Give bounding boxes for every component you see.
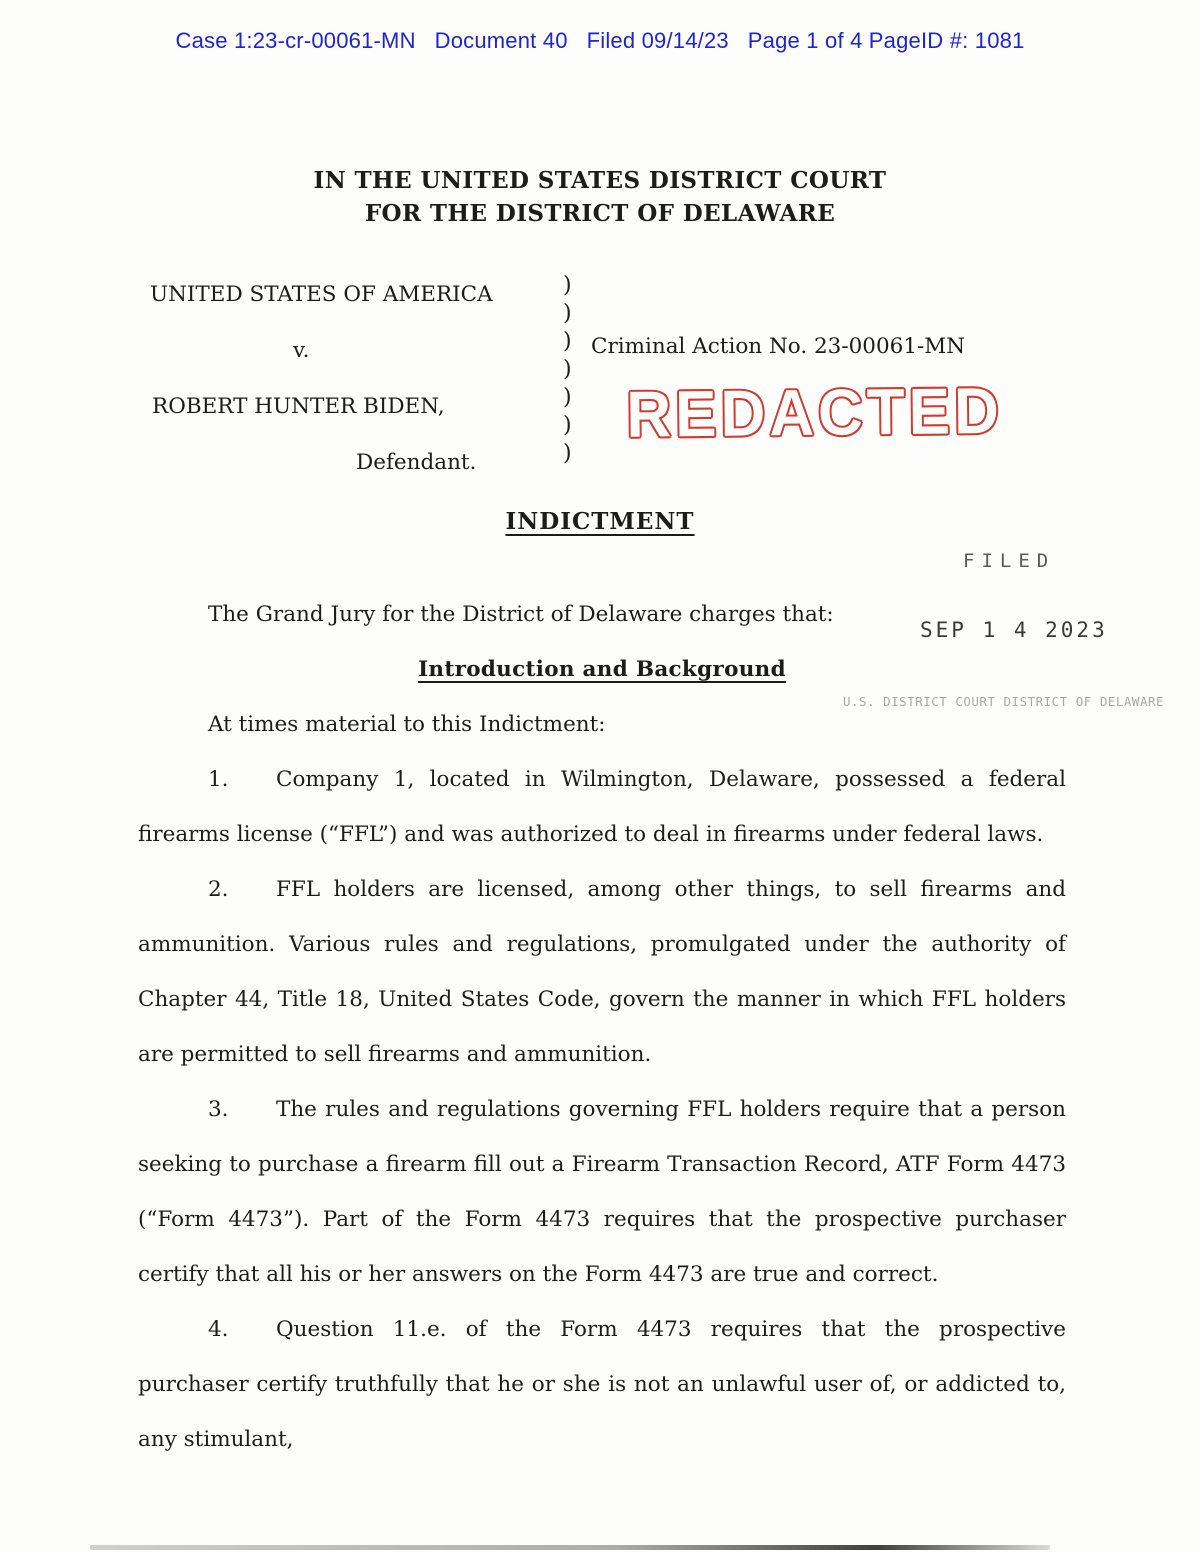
court-title-line1: IN THE UNITED STATES DISTRICT COURT xyxy=(313,167,887,194)
caption-divider-parens xyxy=(563,272,572,468)
paragraph-text: Question 11.e. of the Form 4473 requires that the prospective purchaser certify truthfully that he or she is not an unlawful user of, or addicted to, any stimulant, xyxy=(138,1317,1066,1452)
defendant-label: Defendant. xyxy=(356,450,477,475)
filed-stamp: FILED xyxy=(963,550,1056,572)
paren-glyph: ) xyxy=(563,301,572,326)
paragraph-text: The rules and regulations governing FFL holders require that a person seeking to purchase a firearm fill out a Firearm Transaction Record, ATF Form 4473 (“Form 4473”). Part of the Form 4473 requires that the prospective purchaser certify that all his or her answers on the Form 4473 are true and correct. xyxy=(138,1097,1066,1287)
versus-label: v. xyxy=(293,338,310,363)
paragraph-text: FFL holders are licensed, among other things, to sell firearms and ammunition. Various rules and regulations, promulgated under the authority of Chapter 44, Title 18, United States Code, govern the manner in which FFL holders are permitted to sell firearms and ammunition. xyxy=(138,877,1066,1067)
scan-artifact xyxy=(90,1545,1050,1550)
court-receipt-stamp: U.S. DISTRICT COURT DISTRICT OF DELAWARE xyxy=(843,694,1165,709)
section-heading: Introduction and Background xyxy=(418,657,786,682)
paragraph-number: 3. xyxy=(208,1097,229,1122)
case-caption xyxy=(0,273,1200,496)
paren-glyph: ) xyxy=(563,413,572,438)
ecf-case-header: Case 1:23-cr-00061-MN Document 40 Filed 09/14/23 Page 1 of 4 PageID #: 1081 xyxy=(175,28,1025,53)
defendant-name: ROBERT HUNTER BIDEN, xyxy=(152,394,445,419)
paragraph-number: 1. xyxy=(208,767,229,792)
document-title: INDICTMENT xyxy=(505,508,695,535)
court-title-line2: FOR THE DISTRICT OF DELAWARE xyxy=(364,200,836,227)
paragraph-3 xyxy=(138,1082,1066,1302)
paren-glyph: ) xyxy=(563,329,572,354)
paragraph-text: Company 1, located in Wilmington, Delaware, possessed a federal firearms license (“FFL”) and was authorized to deal in firearms under federal laws. xyxy=(138,767,1066,847)
court-title xyxy=(0,164,1200,230)
redacted-stamp: REDACTED xyxy=(626,375,1004,452)
charges-line: The Grand Jury for the District of Delaware charges that: xyxy=(208,602,834,627)
paren-glyph: ) xyxy=(563,441,572,466)
plaintiff-name: UNITED STATES OF AMERICA xyxy=(150,282,493,307)
paragraph-number: 4. xyxy=(208,1317,229,1342)
paren-glyph: ) xyxy=(563,357,572,382)
filed-date-stamp: SEP 1 4 2023 xyxy=(920,618,1108,642)
paren-glyph: ) xyxy=(563,385,572,410)
paragraph-4 xyxy=(138,1302,1066,1467)
intro-line: At times material to this Indictment: xyxy=(208,712,606,737)
document-body xyxy=(0,587,1200,1467)
paragraph-number: 2. xyxy=(208,877,229,902)
paragraph-1 xyxy=(138,752,1066,862)
case-number: Criminal Action No. 23-00061-MN xyxy=(591,334,966,359)
paragraph-2 xyxy=(138,862,1066,1082)
paren-glyph: ) xyxy=(563,273,572,298)
